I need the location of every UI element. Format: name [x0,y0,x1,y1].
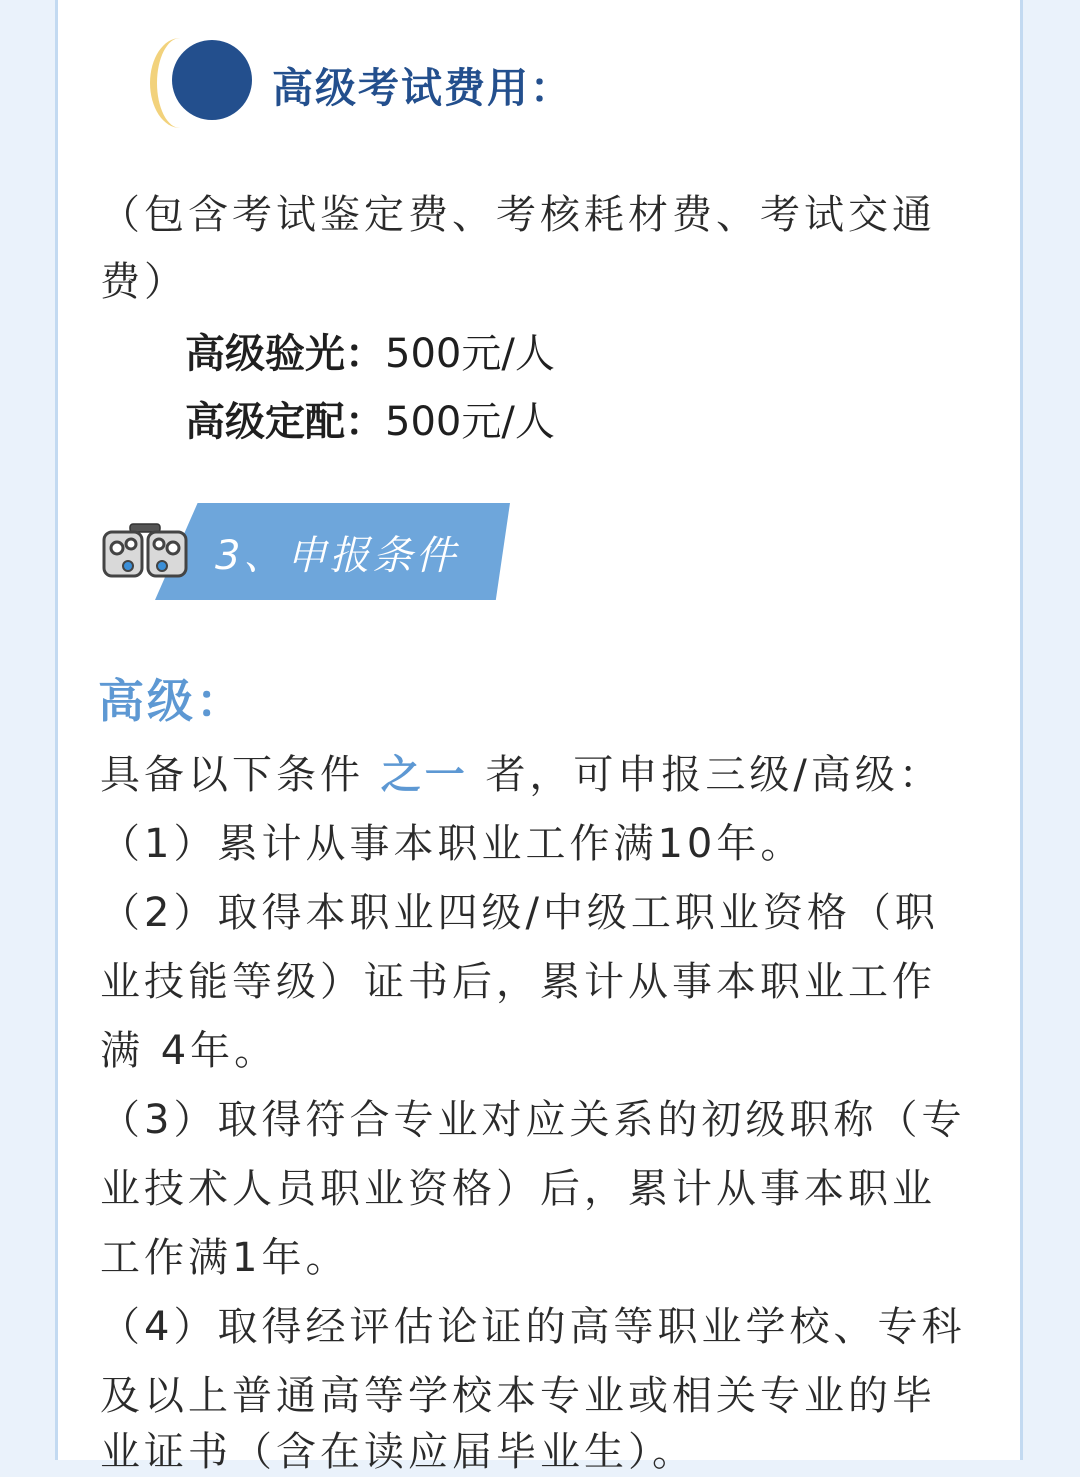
fee-item-advanced-fitting [185,390,555,447]
condition-line: 及以上普通高等学校本专业或相关专业的毕 [100,1373,936,1419]
fee-item-label: 高级验光： [185,331,385,377]
condition-line: 业技术人员职业资格）后，累计从事本职业 [100,1166,936,1212]
condition-line: （1）累计从事本职业工作满10年。 [100,821,805,867]
fee-note-line-1: （包含考试鉴定费、考核耗材费、考试交通 [100,192,936,238]
intro-text: 者，可申报三级/高级： [485,752,943,798]
conditions-intro [100,743,943,800]
condition-line: 工作满1年。 [100,1235,350,1281]
fee-section-title: 高级考试费用： [272,64,573,112]
condition-line: （3）取得符合专业对应关系的初级职称（专 [100,1097,966,1143]
condition-line: 满 4年。 [100,1028,279,1074]
condition-line: （2）取得本职业四级/中级工职业资格（职 [100,890,939,936]
condition-line: （4）取得经评估论证的高等职业学校、专科 [100,1304,966,1350]
intro-text: 具备以下条件 [100,752,364,798]
fee-note-line-2: 费） [100,259,188,305]
condition-line: 业技能等级）证书后，累计从事本职业工作 [100,959,936,1005]
phoropter-icon [100,522,190,580]
fee-item-value: 500元/人 [385,331,555,377]
section-banner-title: 3、申报条件 [215,533,459,579]
condition-line: 业证书（含在读应届毕业生）。 [100,1429,696,1475]
fee-item-value: 500元/人 [385,399,555,445]
intro-highlight: 之一 [380,752,469,798]
blue-dot-icon [172,40,252,120]
fee-item-advanced-optometry [185,322,555,379]
fee-item-label: 高级定配： [185,399,385,445]
level-title: 高级： [98,674,245,728]
